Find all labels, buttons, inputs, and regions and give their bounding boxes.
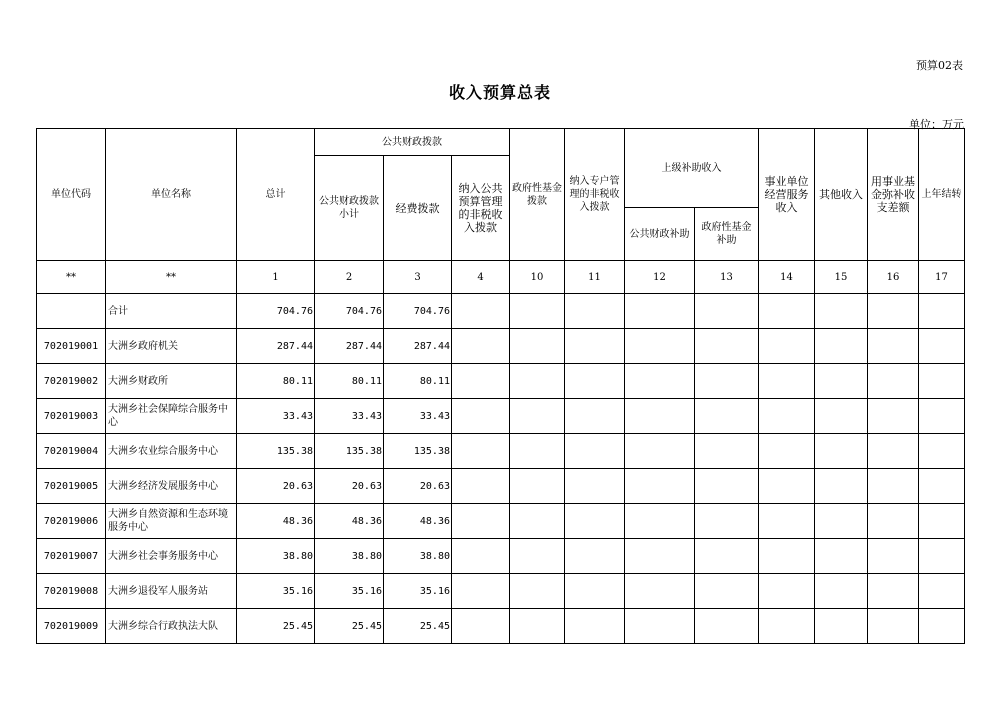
empty-cell	[565, 329, 625, 364]
expense-value-cell: 38.80	[384, 539, 452, 574]
header-business-income: 事业单位经营服务收入	[759, 129, 815, 261]
column-number-cell: 3	[384, 261, 452, 294]
empty-cell	[565, 574, 625, 609]
column-number-cell: 13	[695, 261, 759, 294]
total-value-cell: 38.80	[237, 539, 315, 574]
empty-cell	[695, 504, 759, 539]
empty-cell	[510, 434, 565, 469]
unit-label: 单位：万元	[909, 118, 964, 131]
column-number-cell: 11	[565, 261, 625, 294]
empty-cell	[695, 434, 759, 469]
column-number-cell: 2	[315, 261, 384, 294]
empty-cell	[625, 329, 695, 364]
total-label: 合计	[106, 294, 237, 329]
empty-cell	[695, 609, 759, 644]
unit-name-cell: 大洲乡社会保障综合服务中心	[106, 399, 237, 434]
empty-cell	[565, 469, 625, 504]
empty-cell	[625, 539, 695, 574]
empty-cell	[565, 609, 625, 644]
empty-cell	[759, 364, 815, 399]
expense-value-cell: 25.45	[384, 609, 452, 644]
empty-cell	[625, 399, 695, 434]
expense-value-cell: 48.36	[384, 504, 452, 539]
empty-cell	[625, 294, 695, 329]
empty-cell	[815, 294, 868, 329]
table-row	[37, 469, 965, 504]
total-expense-value: 704.76	[384, 294, 452, 329]
empty-cell	[919, 539, 965, 574]
empty-cell	[868, 539, 919, 574]
header-public-fiscal-subsidy: 公共财政补助	[625, 208, 695, 261]
empty-cell	[759, 399, 815, 434]
header-total: 总计	[237, 129, 315, 261]
subtotal-value-cell: 135.38	[315, 434, 384, 469]
subtotal-value-cell: 33.43	[315, 399, 384, 434]
column-number-cell: **	[106, 261, 237, 294]
empty-cell	[510, 329, 565, 364]
empty-cell	[695, 294, 759, 329]
header-gov-fund: 政府性基金拨款	[510, 129, 565, 261]
subtotal-value-cell: 48.36	[315, 504, 384, 539]
empty-cell	[815, 434, 868, 469]
total-value-cell: 35.16	[237, 574, 315, 609]
empty-cell	[510, 609, 565, 644]
total-row	[37, 294, 965, 329]
empty-cell	[919, 574, 965, 609]
empty-cell	[919, 504, 965, 539]
header-superior-subsidy: 上级补助收入	[625, 129, 759, 208]
column-number-cell: 1	[237, 261, 315, 294]
empty-cell	[919, 469, 965, 504]
unit-name-cell: 大洲乡农业综合服务中心	[106, 434, 237, 469]
unit-name-cell: 大洲乡社会事务服务中心	[106, 539, 237, 574]
empty-cell	[565, 539, 625, 574]
total-value-cell: 80.11	[237, 364, 315, 399]
empty-cell	[815, 609, 868, 644]
empty-cell	[815, 504, 868, 539]
unit-name-cell: 大洲乡经济发展服务中心	[106, 469, 237, 504]
empty-cell	[919, 399, 965, 434]
header-unit-code: 单位代码	[37, 129, 106, 261]
header-public-fiscal: 公共财政拨款	[315, 129, 510, 156]
unit-name-cell: 大洲乡自然资源和生态环境服务中心	[106, 504, 237, 539]
total-value-cell: 20.63	[237, 469, 315, 504]
expense-value-cell: 287.44	[384, 329, 452, 364]
total-value-cell: 287.44	[237, 329, 315, 364]
empty-cell	[815, 364, 868, 399]
table-row	[37, 574, 965, 609]
empty-cell	[868, 469, 919, 504]
unit-code-cell: 702019008	[37, 574, 106, 609]
empty-cell	[695, 539, 759, 574]
empty-cell	[452, 574, 510, 609]
empty-cell	[452, 434, 510, 469]
empty-cell	[510, 399, 565, 434]
total-value-cell: 33.43	[237, 399, 315, 434]
table-row	[37, 609, 965, 644]
empty-cell	[868, 399, 919, 434]
empty-cell	[695, 364, 759, 399]
header-business-fund: 用事业基金弥补收支差额	[868, 129, 919, 261]
header-nontax-special: 纳入专户管理的非税收入拨款	[565, 129, 625, 261]
total-code-cell	[37, 294, 106, 329]
empty-cell	[625, 434, 695, 469]
empty-cell	[565, 504, 625, 539]
page-title: 收入预算总表	[448, 83, 551, 102]
subtotal-value-cell: 287.44	[315, 329, 384, 364]
empty-cell	[510, 539, 565, 574]
unit-name-cell: 大洲乡财政所	[106, 364, 237, 399]
unit-code-cell: 702019004	[37, 434, 106, 469]
unit-name-cell: 大洲乡综合行政执法大队	[106, 609, 237, 644]
empty-cell	[815, 329, 868, 364]
unit-code-cell: 702019002	[37, 364, 106, 399]
table-row	[37, 504, 965, 539]
unit-code-cell: 702019009	[37, 609, 106, 644]
empty-cell	[510, 364, 565, 399]
column-number-cell: 10	[510, 261, 565, 294]
empty-cell	[452, 504, 510, 539]
unit-code-cell: 702019006	[37, 504, 106, 539]
empty-cell	[695, 574, 759, 609]
empty-cell	[510, 504, 565, 539]
column-number-cell: 15	[815, 261, 868, 294]
expense-value-cell: 20.63	[384, 469, 452, 504]
subtotal-value-cell: 20.63	[315, 469, 384, 504]
subtotal-value-cell: 80.11	[315, 364, 384, 399]
table-row	[37, 539, 965, 574]
empty-cell	[868, 609, 919, 644]
table-row	[37, 329, 965, 364]
empty-cell	[919, 434, 965, 469]
empty-cell	[759, 329, 815, 364]
empty-cell	[919, 364, 965, 399]
unit-code-cell: 702019007	[37, 539, 106, 574]
empty-cell	[919, 609, 965, 644]
subtotal-value-cell: 38.80	[315, 539, 384, 574]
empty-cell	[510, 294, 565, 329]
empty-cell	[510, 574, 565, 609]
empty-cell	[452, 609, 510, 644]
column-number-cell: 17	[919, 261, 965, 294]
empty-cell	[815, 574, 868, 609]
empty-cell	[452, 539, 510, 574]
empty-cell	[868, 364, 919, 399]
expense-value-cell: 80.11	[384, 364, 452, 399]
column-number-row	[37, 261, 965, 294]
total-total-value: 704.76	[237, 294, 315, 329]
unit-code-cell: 702019003	[37, 399, 106, 434]
empty-cell	[815, 469, 868, 504]
empty-cell	[625, 609, 695, 644]
empty-cell	[815, 539, 868, 574]
empty-cell	[759, 434, 815, 469]
empty-cell	[759, 539, 815, 574]
empty-cell	[759, 574, 815, 609]
unit-code-cell: 702019005	[37, 469, 106, 504]
header-carry-over: 上年结转	[919, 129, 965, 261]
empty-cell	[565, 434, 625, 469]
total-value-cell: 25.45	[237, 609, 315, 644]
empty-cell	[695, 399, 759, 434]
empty-cell	[452, 399, 510, 434]
empty-cell	[695, 469, 759, 504]
empty-cell	[695, 329, 759, 364]
empty-cell	[868, 434, 919, 469]
empty-cell	[452, 469, 510, 504]
column-number-cell: 12	[625, 261, 695, 294]
empty-cell	[759, 294, 815, 329]
empty-cell	[510, 469, 565, 504]
empty-cell	[565, 364, 625, 399]
empty-cell	[625, 504, 695, 539]
empty-cell	[452, 294, 510, 329]
column-number-cell: **	[37, 261, 106, 294]
income-budget-table	[36, 128, 965, 644]
empty-cell	[625, 574, 695, 609]
header-gov-fund-subsidy: 政府性基金补助	[695, 208, 759, 261]
subtotal-value-cell: 25.45	[315, 609, 384, 644]
table-row	[37, 364, 965, 399]
total-subtotal-value: 704.76	[315, 294, 384, 329]
header-expense-allocation: 经费拨款	[384, 156, 452, 261]
form-number: 预算02表	[916, 59, 963, 72]
total-value-cell: 135.38	[237, 434, 315, 469]
empty-cell	[919, 329, 965, 364]
empty-cell	[868, 329, 919, 364]
expense-value-cell: 35.16	[384, 574, 452, 609]
table-row	[37, 399, 965, 434]
unit-name-cell: 大洲乡政府机关	[106, 329, 237, 364]
empty-cell	[452, 364, 510, 399]
empty-cell	[625, 364, 695, 399]
empty-cell	[759, 609, 815, 644]
subtotal-value-cell: 35.16	[315, 574, 384, 609]
column-number-cell: 16	[868, 261, 919, 294]
empty-cell	[759, 469, 815, 504]
empty-cell	[919, 294, 965, 329]
empty-cell	[452, 329, 510, 364]
empty-cell	[565, 294, 625, 329]
expense-value-cell: 135.38	[384, 434, 452, 469]
column-number-cell: 14	[759, 261, 815, 294]
empty-cell	[759, 504, 815, 539]
empty-cell	[565, 399, 625, 434]
table-row	[37, 434, 965, 469]
header-nontax-public: 纳入公共预算管理的非税收入拨款	[452, 156, 510, 261]
unit-code-cell: 702019001	[37, 329, 106, 364]
unit-name-cell: 大洲乡退役军人服务站	[106, 574, 237, 609]
empty-cell	[868, 504, 919, 539]
expense-value-cell: 33.43	[384, 399, 452, 434]
header-other-income: 其他收入	[815, 129, 868, 261]
empty-cell	[868, 574, 919, 609]
header-public-fiscal-subtotal: 公共财政拨款小计	[315, 156, 384, 261]
empty-cell	[868, 294, 919, 329]
header-unit-name: 单位名称	[106, 129, 237, 261]
empty-cell	[815, 399, 868, 434]
empty-cell	[625, 469, 695, 504]
column-number-cell: 4	[452, 261, 510, 294]
total-value-cell: 48.36	[237, 504, 315, 539]
